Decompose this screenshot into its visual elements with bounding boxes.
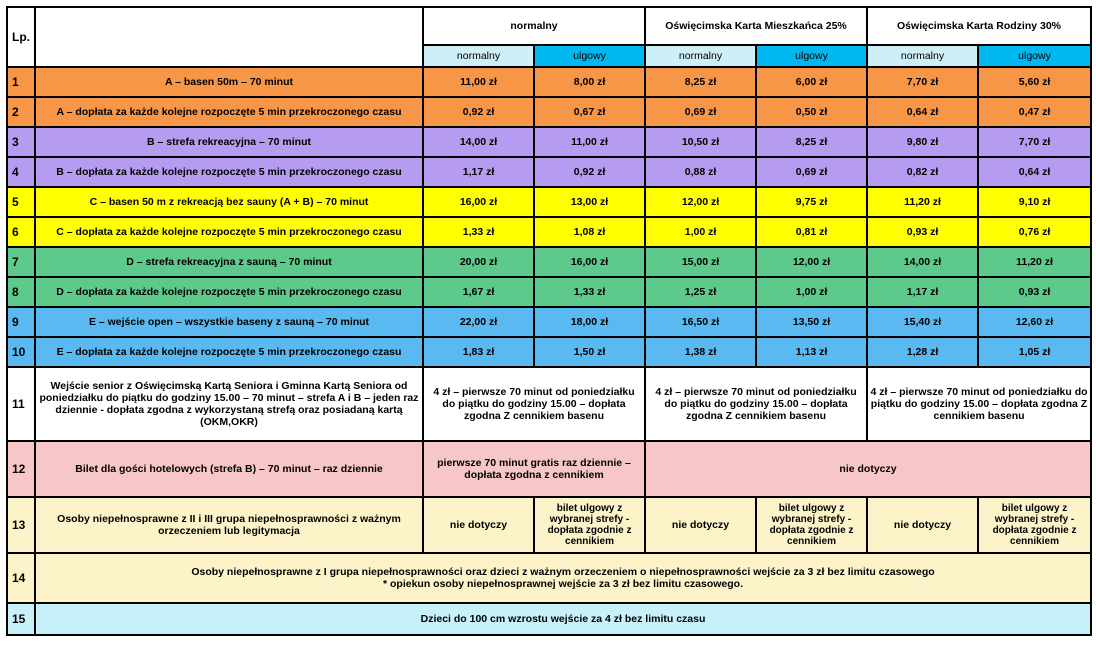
row-number: 8: [7, 277, 35, 307]
price-cell: 16,50 zł: [645, 307, 756, 337]
not-applicable-cell: nie dotyczy: [645, 441, 1091, 497]
senior-price-cell: 4 zł – pierwsze 70 minut od poniedziałku do piątku do godziny 15.00 – dopłata zgodna Z cennikiem basenu: [867, 367, 1091, 441]
row-number: 3: [7, 127, 35, 157]
row-description: Bilet dla gości hotelowych (strefa B) – 70 minut – raz dziennie: [35, 441, 423, 497]
price-cell: 0,93 zł: [978, 277, 1091, 307]
price-cell: 1,17 zł: [423, 157, 534, 187]
price-cell: 9,80 zł: [867, 127, 978, 157]
price-cell: 1,00 zł: [756, 277, 867, 307]
row-number: 9: [7, 307, 35, 337]
price-cell: 1,28 zł: [867, 337, 978, 367]
lp-header: Lp.: [7, 7, 35, 67]
row-description: E – dopłata za każde kolejne rozpoczęte 5 min przekroczonego czasu: [35, 337, 423, 367]
not-applicable-cell: nie dotyczy: [867, 497, 978, 553]
price-cell: 18,00 zł: [534, 307, 645, 337]
not-applicable-cell: nie dotyczy: [423, 497, 534, 553]
disabled-entry-line: Osoby niepełnosprawne z I grupa niepełnosprawności oraz dzieci z ważnym orzeczeniem o niepełnosprawności wejście za 3 zł bez limitu czasowego: [191, 566, 935, 578]
price-cell: 0,92 zł: [423, 97, 534, 127]
price-cell: 16,00 zł: [423, 187, 534, 217]
row-number: 4: [7, 157, 35, 187]
price-cell: 0,93 zł: [867, 217, 978, 247]
price-cell: 1,08 zł: [534, 217, 645, 247]
children-entry-note: Dzieci do 100 cm wzrostu wejście za 4 zł bez limitu czasu: [35, 603, 1091, 635]
discount-ticket-cell: bilet ulgowy z wybranej strefy -dopłata zgodnie z cennikiem: [534, 497, 645, 553]
row-description: D – dopłata za każde kolejne rozpoczęte 5 min przekroczonego czasu: [35, 277, 423, 307]
price-cell: 12,00 zł: [756, 247, 867, 277]
price-cell: 0,64 zł: [978, 157, 1091, 187]
price-cell: 1,17 zł: [867, 277, 978, 307]
senior-price-cell: 4 zł – pierwsze 70 minut od poniedziałku do piątku do godziny 15.00 – dopłata zgodna Z cennikiem basenu: [645, 367, 867, 441]
price-cell: 0,82 zł: [867, 157, 978, 187]
price-cell: 11,00 zł: [423, 67, 534, 97]
hotel-guest-price-cell: pierwsze 70 minut gratis raz dziennie – dopłata zgodna z cennikiem: [423, 441, 645, 497]
row-description: A – dopłata za każde kolejne rozpoczęte 5 min przekroczonego czasu: [35, 97, 423, 127]
subheader-ulgowy: ulgowy: [756, 45, 867, 67]
price-cell: 1,13 zł: [756, 337, 867, 367]
price-cell: 0,81 zł: [756, 217, 867, 247]
price-cell: 5,60 zł: [978, 67, 1091, 97]
group-header-okm: Oświęcimska Karta Mieszkańca 25%: [645, 7, 867, 45]
row-description: E – wejście open – wszystkie baseny z sauną – 70 minut: [35, 307, 423, 337]
row-number: 1: [7, 67, 35, 97]
price-cell: 1,67 zł: [423, 277, 534, 307]
group-header-normalny: normalny: [423, 7, 645, 45]
price-cell: 12,60 zł: [978, 307, 1091, 337]
description-header: [35, 7, 423, 67]
subheader-ulgowy: ulgowy: [978, 45, 1091, 67]
row-description: C – basen 50 m z rekreacją bez sauny (A + B) – 70 minut: [35, 187, 423, 217]
discount-ticket-cell: bilet ulgowy z wybranej strefy -dopłata zgodnie z cennikiem: [978, 497, 1091, 553]
row-number: 5: [7, 187, 35, 217]
price-cell: 1,50 zł: [534, 337, 645, 367]
subheader-ulgowy: ulgowy: [534, 45, 645, 67]
price-cell: 0,69 zł: [645, 97, 756, 127]
price-cell: 0,47 zł: [978, 97, 1091, 127]
row-number: 13: [7, 497, 35, 553]
row-number: 12: [7, 441, 35, 497]
price-cell: 0,50 zł: [756, 97, 867, 127]
subheader-normalny: normalny: [423, 45, 534, 67]
price-cell: 13,50 zł: [756, 307, 867, 337]
price-cell: 15,00 zł: [645, 247, 756, 277]
price-cell: 11,20 zł: [867, 187, 978, 217]
row-description: Osoby niepełnosprawne z II i III grupa niepełnosprawności z ważnym orzeczeniem lub legitymacja: [35, 497, 423, 553]
price-cell: 1,25 zł: [645, 277, 756, 307]
price-cell: 0,64 zł: [867, 97, 978, 127]
row-description: Wejście senior z Oświęcimską Kartą Seniora i Gminna Kartą Seniora od poniedziałku do piątku do godziny 15.00 – 70 minut – strefa A i B – jeden raz dziennie - dopłata zgodna z wykorzystaną strefą oraz posiadaną kartą (OKM,OKR): [35, 367, 423, 441]
price-cell: 20,00 zł: [423, 247, 534, 277]
price-cell: 22,00 zł: [423, 307, 534, 337]
price-cell: 1,83 zł: [423, 337, 534, 367]
price-cell: 0,88 zł: [645, 157, 756, 187]
row-description: B – dopłata za każde kolejne rozpoczęte 5 min przekroczonego czasu: [35, 157, 423, 187]
row-number: 6: [7, 217, 35, 247]
price-cell: 15,40 zł: [867, 307, 978, 337]
price-cell: 11,00 zł: [534, 127, 645, 157]
price-cell: 1,33 zł: [534, 277, 645, 307]
price-cell: 14,00 zł: [867, 247, 978, 277]
not-applicable-cell: nie dotyczy: [645, 497, 756, 553]
price-cell: 13,00 zł: [534, 187, 645, 217]
price-cell: 12,00 zł: [645, 187, 756, 217]
price-cell: 0,67 zł: [534, 97, 645, 127]
row-number: 7: [7, 247, 35, 277]
row-number: 10: [7, 337, 35, 367]
group-header-okr: Oświęcimska Karta Rodziny 30%: [867, 7, 1091, 45]
discount-ticket-cell: bilet ulgowy z wybranej strefy -dopłata zgodnie z cennikiem: [756, 497, 867, 553]
row-number: 14: [7, 553, 35, 603]
price-cell: 6,00 zł: [756, 67, 867, 97]
senior-price-cell: 4 zł – pierwsze 70 minut od poniedziałku do piątku do godziny 15.00 – dopłata zgodna Z cennikiem basenu: [423, 367, 645, 441]
row-number: 15: [7, 603, 35, 635]
price-cell: 10,50 zł: [645, 127, 756, 157]
price-cell: 9,75 zł: [756, 187, 867, 217]
price-cell: 7,70 zł: [978, 127, 1091, 157]
price-cell: 1,05 zł: [978, 337, 1091, 367]
row-description: A – basen 50m – 70 minut: [35, 67, 423, 97]
price-cell: 0,69 zł: [756, 157, 867, 187]
price-cell: 11,20 zł: [978, 247, 1091, 277]
price-cell: 1,00 zł: [645, 217, 756, 247]
row-description: C – dopłata za każde kolejne rozpoczęte 5 min przekroczonego czasu: [35, 217, 423, 247]
price-cell: 1,33 zł: [423, 217, 534, 247]
price-cell: 9,10 zł: [978, 187, 1091, 217]
row-description: B – strefa rekreacyjna – 70 minut: [35, 127, 423, 157]
row-number: 11: [7, 367, 35, 441]
row-description: D – strefa rekreacyjna z sauną – 70 minut: [35, 247, 423, 277]
row-number: 2: [7, 97, 35, 127]
subheader-normalny: normalny: [867, 45, 978, 67]
price-cell: 0,76 zł: [978, 217, 1091, 247]
price-cell: 8,25 zł: [756, 127, 867, 157]
price-cell: 0,92 zł: [534, 157, 645, 187]
price-cell: 8,25 zł: [645, 67, 756, 97]
price-cell: 7,70 zł: [867, 67, 978, 97]
price-table: [6, 6, 1092, 636]
price-cell: 14,00 zł: [423, 127, 534, 157]
price-cell: 1,38 zł: [645, 337, 756, 367]
price-cell: 16,00 zł: [534, 247, 645, 277]
caregiver-entry-line: * opiekun osoby niepełnosprawnej wejście za 3 zł bez limitu czasowego.: [383, 578, 744, 590]
subheader-normalny: normalny: [645, 45, 756, 67]
price-cell: 8,00 zł: [534, 67, 645, 97]
disabled-entry-note: [35, 553, 1091, 603]
